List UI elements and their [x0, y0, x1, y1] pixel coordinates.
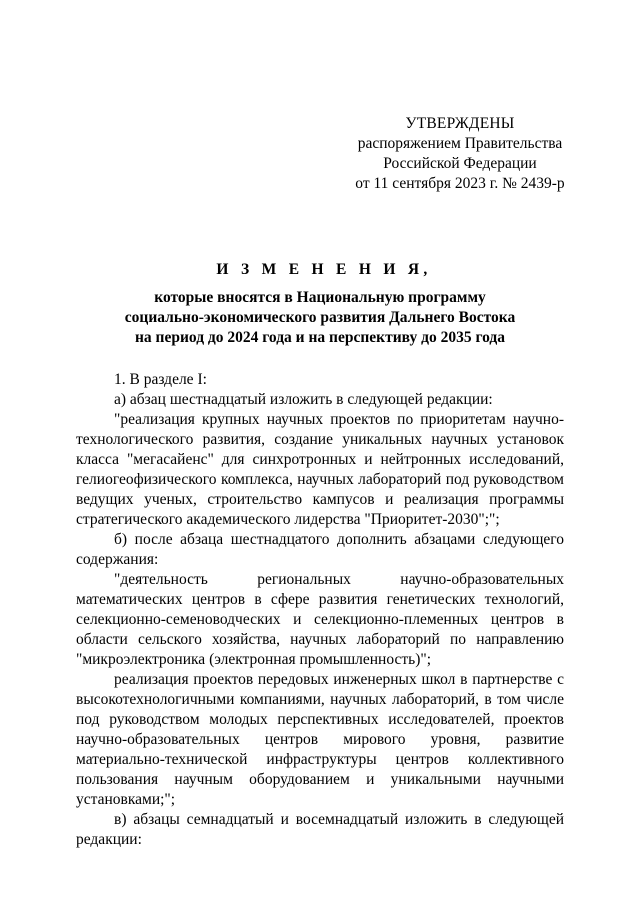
item-a: а) абзац шестнадцатый изложить в следующей редакции: [114, 391, 493, 408]
item-c: в) абзацы семнадцатый и восемнадцатый изложить в следующей редакции: [76, 811, 564, 848]
title-line-1: которые вносятся в Национальную программу [154, 289, 486, 306]
section-heading: 1. В разделе I: [114, 371, 207, 388]
item-a-text: "реализация крупных научных проектов по приоритетам научно-технологического развития, создание уникальных научных установок класса "мегасайенс" для синхротронных и нейтронных исследований, гелиогеофизического комплекса, научных лабораторий под руководством ведущих ученых, строительство кампусов и реализация программы стратегического академического лидерства "Приоритет-2030";"; [76, 411, 564, 528]
title-line-2: социально-экономического развития Дальнего Востока [124, 309, 516, 326]
item-b: б) после абзаца шестнадцатого дополнить абзацами следующего содержания: [76, 531, 564, 568]
title-heading: И З М Е Н Е Н И Я, [216, 261, 432, 278]
document-title [0, 260, 640, 348]
approval-heading: УТВЕРЖДЕНЫ [405, 115, 515, 132]
item-b-text-1: "деятельность региональных научно-образовательных математических центров в сфере развития генетических технологий, селекционно-семеноводческих и селекционно-племенных центров в области сельского хозяйства, научных лабораторий по направлению "микроэлектроника (электронная промышленность)"; [76, 571, 564, 668]
document-body [76, 370, 564, 850]
approval-country: Российской Федерации [383, 155, 537, 172]
approval-stamp [340, 114, 580, 194]
title-line-3: на период до 2024 года и на перспективу до 2035 года [134, 329, 505, 346]
item-b-text-2: реализация проектов передовых инженерных школ в партнерстве с высокотехнологичными компаниями, научных лабораторий, в том числе под руководством молодых перспективных исследователей, проектов научно-образовательных центров мирового уровня, развитие материально-технической инфраструктуры центров коллективного пользования научным оборудованием и уникальными научными установками;"; [76, 671, 564, 808]
approval-authority: распоряжением Правительства [357, 135, 563, 152]
approval-date-number: от 11 сентября 2023 г. № 2439-р [355, 175, 565, 192]
